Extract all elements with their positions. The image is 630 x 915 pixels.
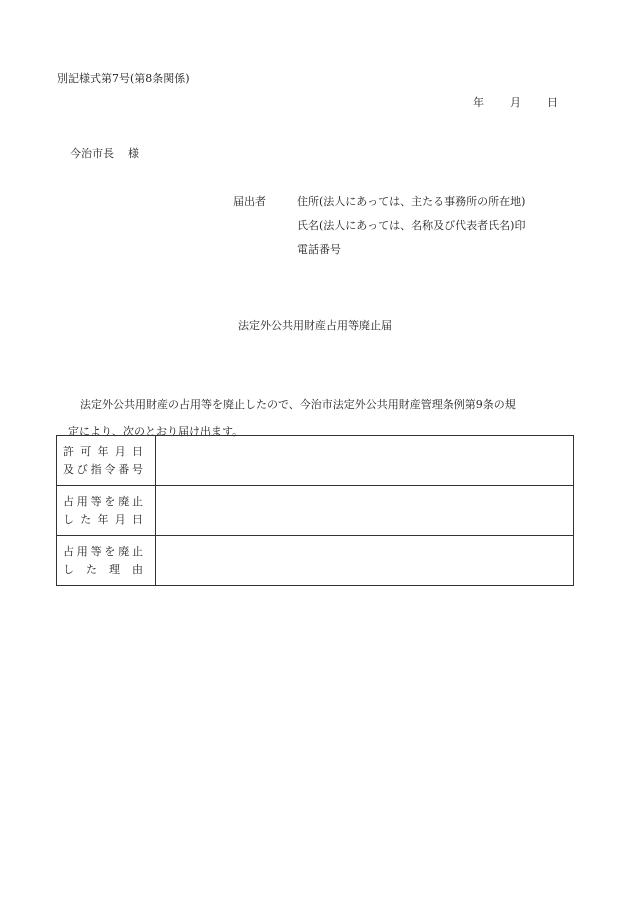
form-number: 別記様式第7号(第8条関係) [57, 72, 190, 85]
row-value-input[interactable] [156, 486, 574, 536]
applicant-phone: 電話番号 [297, 243, 341, 256]
applicant-details [297, 196, 525, 268]
row-label-line: 占用等を廃止 [63, 544, 143, 558]
row-label-line: した年月日 [63, 512, 143, 526]
row-value-input[interactable] [156, 536, 574, 586]
applicant-label: 届出者 [233, 195, 266, 208]
document-title: 法定外公共用財産占用等廃止届 [238, 319, 392, 332]
row-label [57, 436, 156, 486]
info-table [56, 435, 574, 586]
row-label-line: した理由 [63, 562, 143, 576]
date-day: 日 [547, 96, 558, 109]
table-row [57, 486, 574, 536]
table-row [57, 536, 574, 586]
row-label-line: 占用等を廃止 [63, 494, 143, 508]
row-label [57, 486, 156, 536]
date-line [473, 97, 558, 108]
applicant-address: 住所(法人にあっては、主たる事務所の所在地) [297, 195, 526, 208]
applicant-name: 氏名(法人にあっては、名称及び代表者氏名)印 [297, 219, 526, 232]
row-value-input[interactable] [156, 436, 574, 486]
row-label-line: 許可年月日 [63, 444, 143, 458]
row-label [57, 536, 156, 586]
date-year: 年 [473, 96, 484, 109]
body-line-1: 法定外公共用財産の占用等を廃止したので、今治市法定外公共用財産管理条例第9条の規 [80, 398, 516, 411]
addressee-name: 今治市長 [70, 147, 114, 160]
row-label-line: 及び指令番号 [63, 462, 143, 476]
date-month: 月 [510, 96, 521, 109]
addressee-honorific: 様 [128, 147, 139, 160]
addressee [70, 148, 139, 159]
body-line-2: 定により、次のとおり届け出ます。 [68, 425, 244, 438]
table-row [57, 436, 574, 486]
